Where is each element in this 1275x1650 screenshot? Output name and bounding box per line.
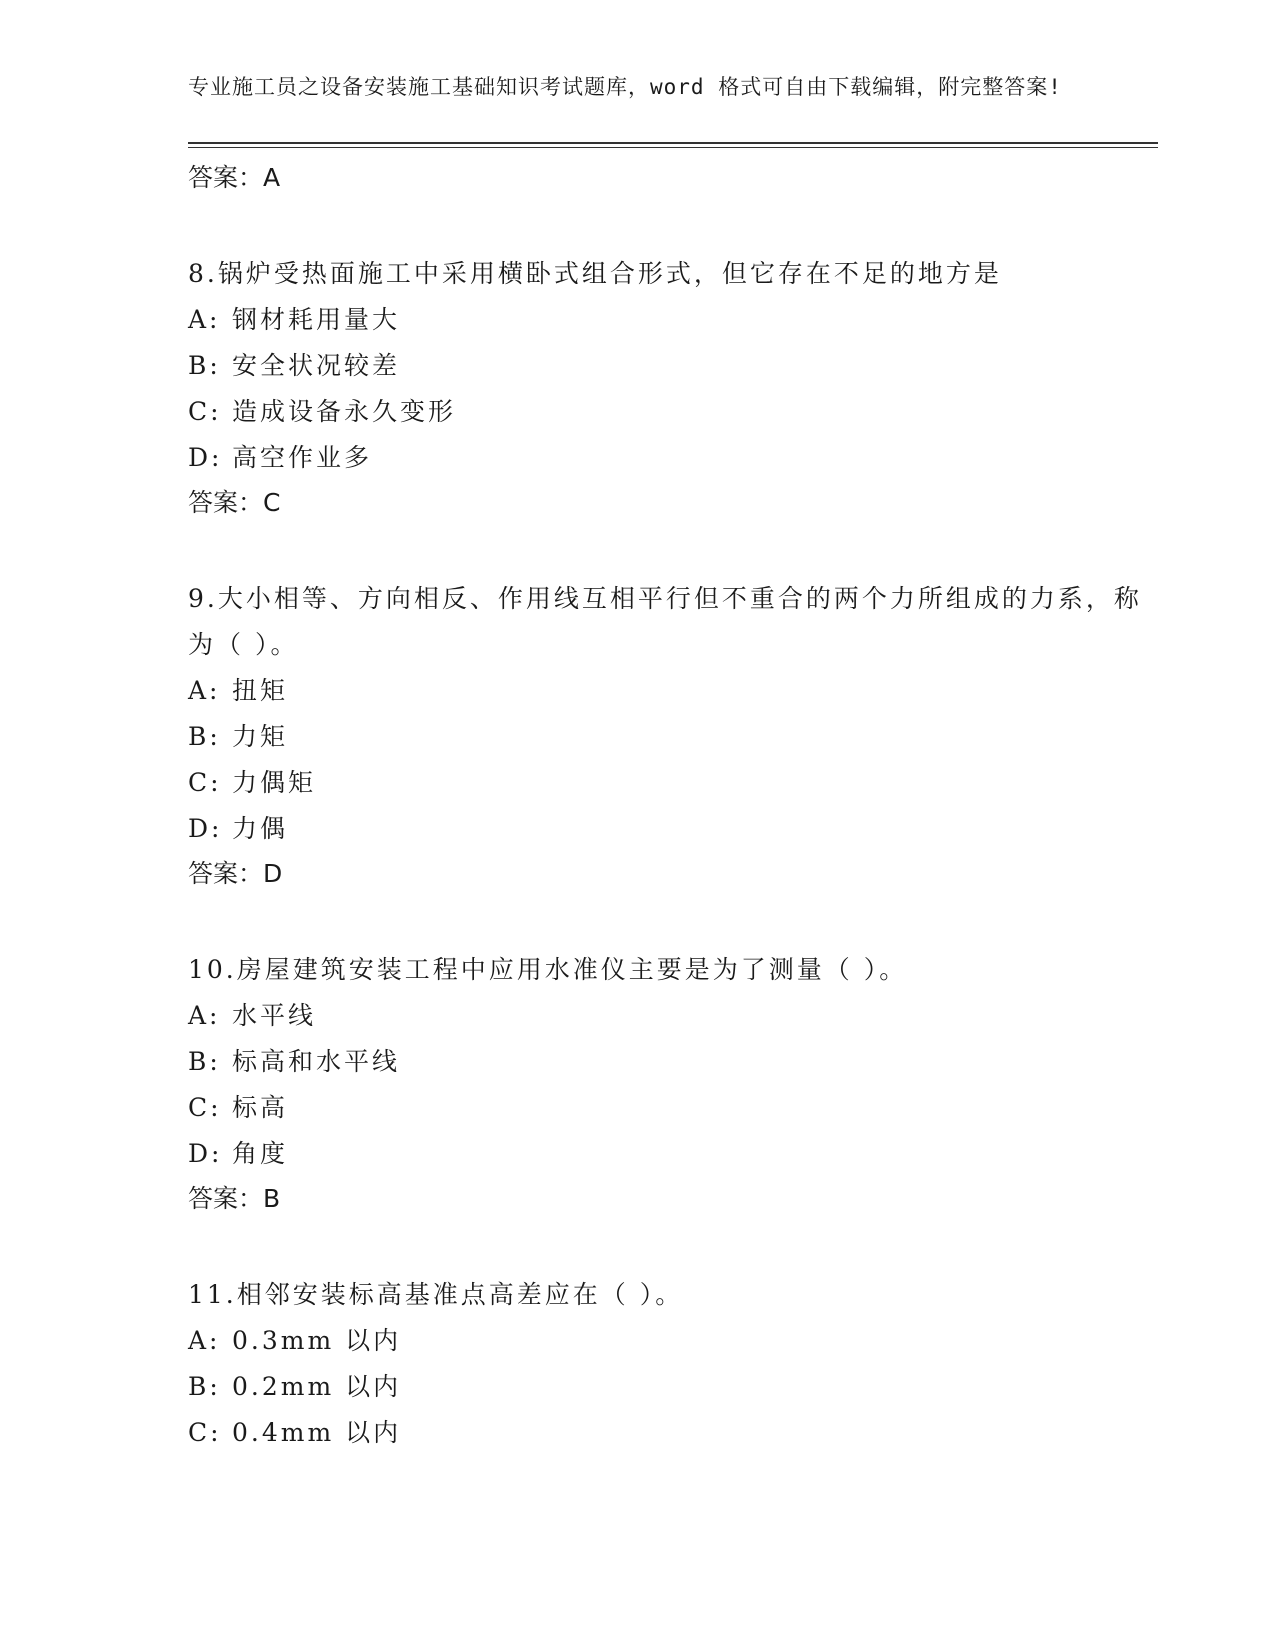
- answer-option: [188, 1318, 1158, 1364]
- option-letter: C:: [188, 397, 222, 426]
- answer-line: 答案：B: [188, 1184, 281, 1213]
- option-text: 0.2mm 以内: [232, 1372, 402, 1401]
- document-header-text: 专业施工员之设备安装施工基础知识考试题库，word 格式可自由下载编辑，附完整答案!: [188, 75, 1062, 99]
- option-letter: C:: [188, 1418, 222, 1447]
- option-text: 标高: [232, 1093, 289, 1122]
- option-letter: B:: [188, 351, 221, 380]
- option-text: 力矩: [232, 722, 289, 751]
- answer-option: [188, 760, 1158, 806]
- answer-line: 答案：C: [188, 488, 281, 517]
- question-list: [188, 251, 1158, 1456]
- option-letter: D:: [188, 1139, 223, 1168]
- answer-option: [188, 993, 1158, 1039]
- divider-line-thin: [188, 147, 1158, 148]
- answer-option: [188, 714, 1158, 760]
- answer-line: 答案：D: [188, 859, 283, 888]
- divider-line-thick: [188, 142, 1158, 144]
- answer-option: [188, 1131, 1158, 1177]
- question-title: 8.锅炉受热面施工中采用横卧式组合形式，但它存在不足的地方是: [188, 259, 1002, 288]
- question-title: 10.房屋建筑安装工程中应用水准仪主要是为了测量（ ）。: [188, 955, 908, 984]
- answer-option: [188, 297, 1158, 343]
- option-letter: A:: [188, 1001, 221, 1030]
- question-block: [188, 1272, 1158, 1456]
- option-text: 力偶: [232, 814, 289, 843]
- answer-option: [188, 389, 1158, 435]
- option-text: 0.4mm 以内: [232, 1418, 402, 1447]
- answer-option: [188, 343, 1158, 389]
- option-letter: B:: [188, 1047, 221, 1076]
- header-divider: [188, 142, 1158, 148]
- option-letter: C:: [188, 768, 222, 797]
- answer-option: [188, 1364, 1158, 1410]
- option-text: 0.3mm 以内: [232, 1326, 402, 1355]
- option-letter: D:: [188, 814, 223, 843]
- option-text: 角度: [232, 1139, 289, 1168]
- question-title: 11.相邻安装标高基准点高差应在（ ）。: [188, 1280, 684, 1309]
- answer-option: [188, 1039, 1158, 1085]
- option-text: 造成设备永久变形: [232, 397, 457, 426]
- option-letter: A:: [188, 676, 221, 705]
- answer-option: [188, 668, 1158, 714]
- answer-line: 答案：A: [188, 163, 281, 192]
- option-letter: D:: [188, 443, 223, 472]
- answer-option: [188, 1085, 1158, 1131]
- question-block: [188, 251, 1158, 519]
- question-title: 9.大小相等、方向相反、作用线互相平行但不重合的两个力所组成的力系，称为（ ）。: [188, 584, 1142, 659]
- option-text: 钢材耗用量大: [232, 305, 401, 334]
- option-text: 标高和水平线: [232, 1047, 401, 1076]
- option-letter: C:: [188, 1093, 222, 1122]
- option-letter: A:: [188, 305, 221, 334]
- option-text: 水平线: [232, 1001, 317, 1030]
- answer-option: [188, 435, 1158, 481]
- option-text: 安全状况较差: [232, 351, 401, 380]
- option-text: 扭矩: [232, 676, 289, 705]
- option-letter: B:: [188, 1372, 221, 1401]
- option-text: 力偶矩: [232, 768, 317, 797]
- answer-option: [188, 806, 1158, 852]
- option-text: 高空作业多: [232, 443, 373, 472]
- question-block: [188, 576, 1158, 890]
- document-page: [188, 70, 1158, 1456]
- question-block: [188, 947, 1158, 1215]
- option-letter: B:: [188, 722, 221, 751]
- answer-option: [188, 1410, 1158, 1456]
- option-letter: A:: [188, 1326, 221, 1355]
